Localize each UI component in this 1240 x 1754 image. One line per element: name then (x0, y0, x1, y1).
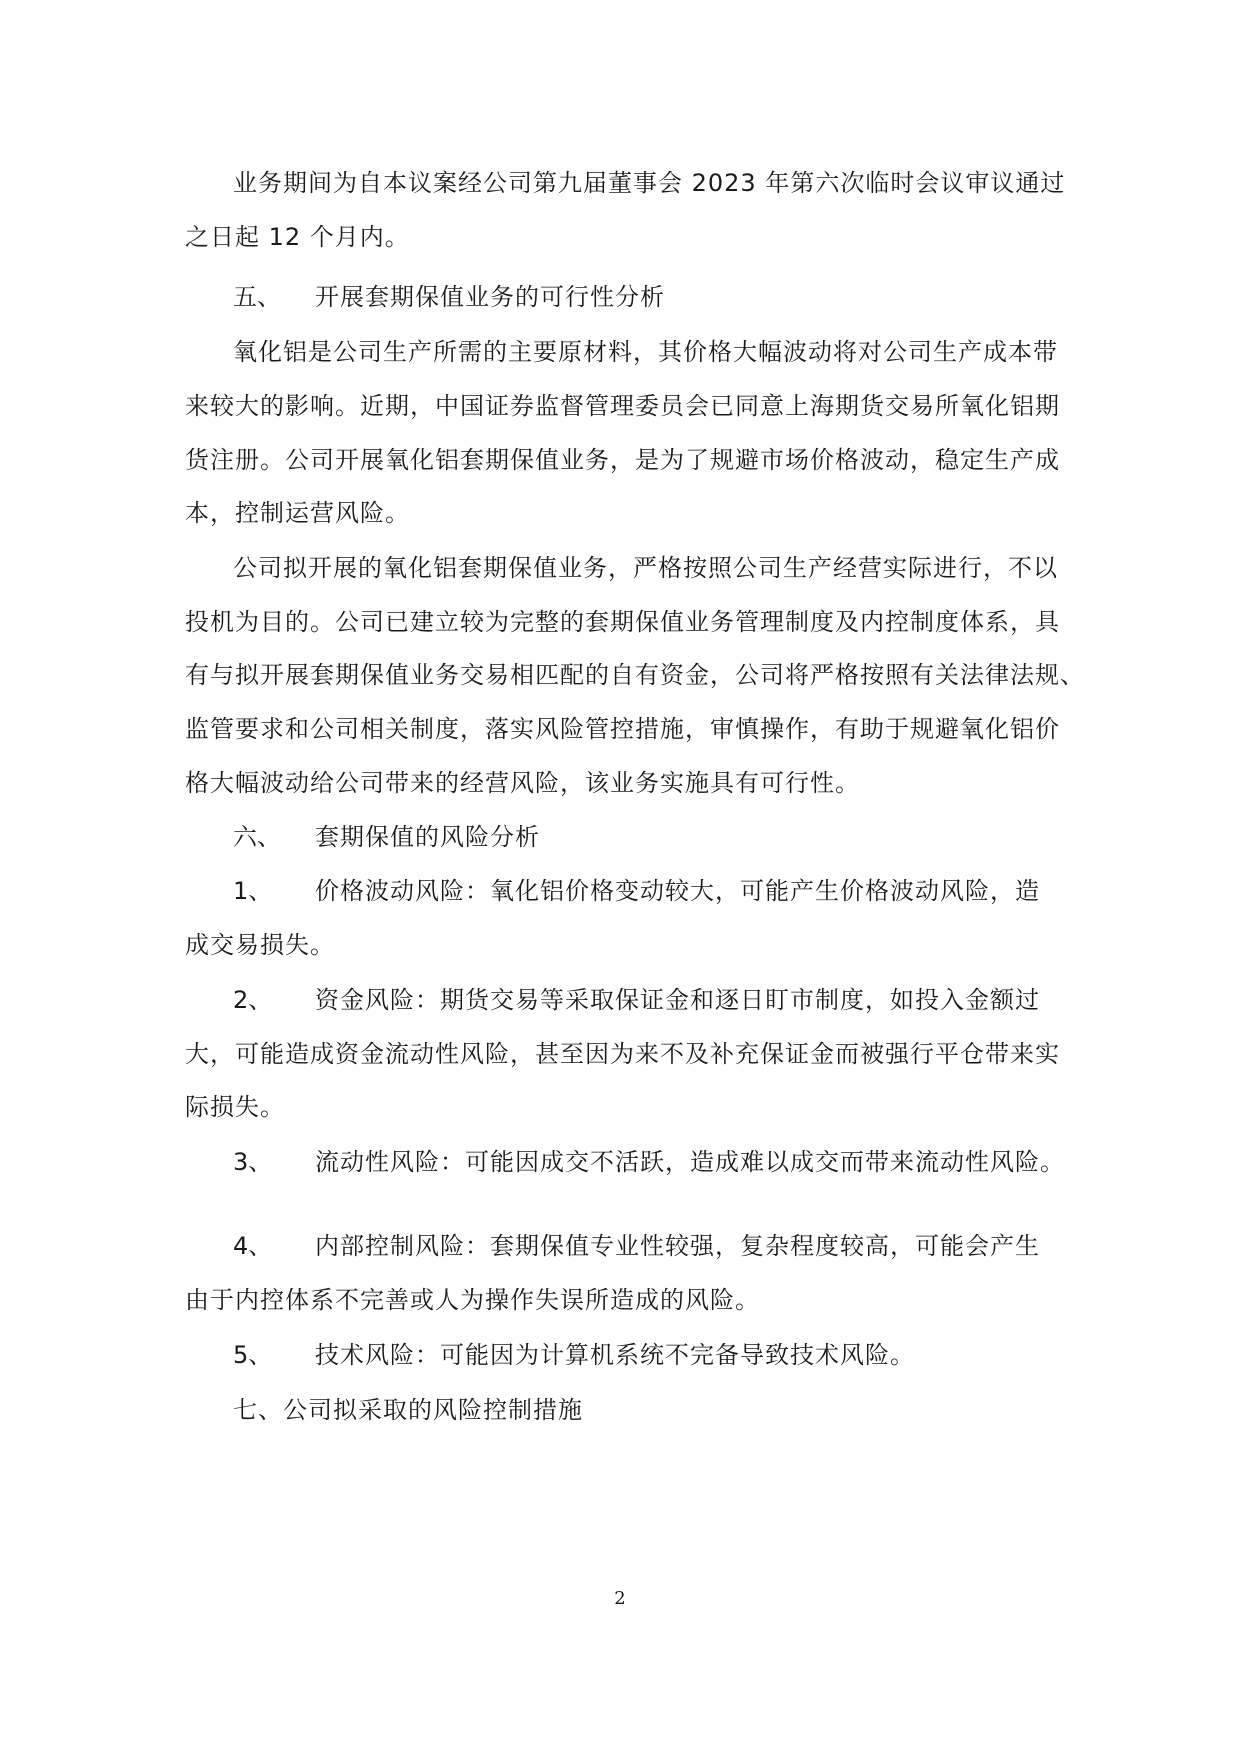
paragraph-line: 业务期间为自本议案经公司第九届董事会 2023 年第六次临时会议审议通过 (233, 169, 1066, 197)
list-item-line: 成交易损失。 (185, 931, 335, 959)
paragraph-line: 格大幅波动给公司带来的经营风险，该业务实施具有可行性。 (185, 769, 860, 797)
paragraph-line: 投机为目的。公司已建立较为完整的套期保值业务管理制度及内控制度体系，具 (185, 608, 1060, 636)
page-number: 2 (614, 1588, 626, 1609)
paragraph-line: 货注册。公司开展氧化铝套期保值业务，是为了规避市场价格波动，稳定生产成 (185, 446, 1060, 474)
paragraph-line: 有与拟开展套期保值业务交易相匹配的自有资金，公司将严格按照有关法律法规、 (185, 661, 1085, 689)
list-number: 5、 (233, 1341, 273, 1369)
list-number: 3、 (233, 1148, 273, 1176)
list-number: 4、 (233, 1232, 273, 1260)
paragraph-line: 之日起 12 个月内。 (185, 223, 410, 251)
paragraph-line: 来较大的影响。近期，中国证券监督管理委员会已同意上海期货交易所氧化铝期 (185, 392, 1060, 420)
paragraph-line: 监管要求和公司相关制度，落实风险管控措施，审慎操作，有助于规避氧化铝价 (185, 715, 1060, 743)
paragraph-line: 公司拟开展的氧化铝套期保值业务，严格按照公司生产经营实际进行，不以 (233, 554, 1058, 582)
paragraph-line: 氧化铝是公司生产所需的主要原材料，其价格大幅波动将对公司生产成本带 (233, 338, 1058, 366)
section-heading: 开展套期保值业务的可行性分析 (315, 283, 665, 311)
list-item-line: 价格波动风险：氧化铝价格变动较大，可能产生价格波动风险，造 (315, 877, 1040, 905)
list-item-line: 际损失。 (185, 1093, 285, 1121)
list-number: 2、 (233, 986, 273, 1014)
list-item-line: 由于内控体系不完善或人为操作失误所造成的风险。 (185, 1286, 760, 1314)
list-item-line: 技术风险：可能因为计算机系统不完备导致技术风险。 (315, 1341, 915, 1369)
list-item-line: 流动性风险：可能因成交不活跃，造成难以成交而带来流动性风险。 (315, 1148, 1065, 1176)
section-number: 五、 (233, 283, 281, 311)
section-heading: 七、公司拟采取的风险控制措施 (233, 1396, 583, 1424)
list-item-line: 资金风险：期货交易等采取保证金和逐日盯市制度，如投入金额过 (315, 986, 1040, 1014)
list-item-line: 内部控制风险：套期保值专业性较强，复杂程度较高，可能会产生 (315, 1232, 1040, 1260)
paragraph-line: 本，控制运营风险。 (185, 499, 410, 527)
section-heading: 套期保值的风险分析 (315, 823, 540, 851)
section-number: 六、 (233, 823, 281, 851)
list-number: 1、 (233, 877, 273, 905)
list-item-line: 大，可能造成资金流动性风险，甚至因为来不及补充保证金而被强行平仓带来实 (185, 1040, 1060, 1068)
